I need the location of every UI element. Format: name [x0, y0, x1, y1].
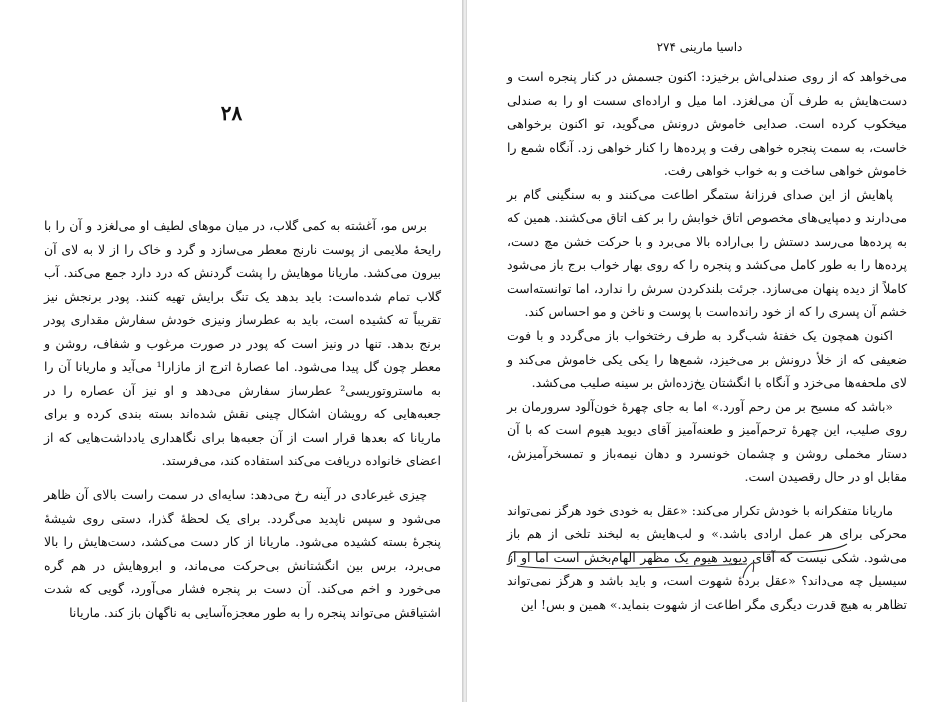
right-page-body [507, 65, 907, 617]
right-paragraph-5: ماریانا متفکرانه با خودش تکرار می‌کند: «عقل به خودی خود هرگز نمی‌تواند محرکی برای هر عمل ارادی باشد.» و لب‌هایش به لبخند تلخی از هم باز می‌شود. شکی نیست که آقای دیوید هیوم یک مظهر الهام‌بخش است اما او از سیسیل چه می‌داند؟ «عقل بردهٔ شهوت است، و باید باشد و هرگز نمی‌تواند تظاهر به هیچ قدرت دیگری مگر اطاعت از شهوت بنماید.» همین و بس! این [507, 502, 907, 613]
left-page [0, 0, 463, 702]
right-paragraph-1: می‌خواهد که از روی صندلی‌اش برخیزد: اکنون جسمش در کنار پنجره است و دست‌هایش به طرف آن می‌لغزد. اما میل و اراده‌ای سست او را به صندلی میخکوب کرده است. صدایی خاموش درونش می‌گوید، تو اکنون برخواهی خاست، به سمت پنجره خواهی رفت و پرده‌ها را کنار خواهی زد. آنگاه شمع را خاموش خواهی ساخت و به خواب خواهی رفت. [507, 69, 907, 179]
right-paragraph-3: اکنون همچون یک خفتهٔ شب‌گرد به طرف رختخواب باز می‌گردد و با فوت ضعیفی که از خلأ درونش بر می‌خیزد، شمع‌ها را یکی یکی خاموش می‌کند و لای ملحفه‌ها می‌خزد و آنگاه با انگشتان یخ‌زده‌اش بر سینه صلیب می‌کشد. [507, 328, 907, 391]
right-page [467, 0, 932, 702]
right-paragraph-2: پاهایش از این صدای فرزانهٔ ستمگر اطاعت می‌کنند و به سنگینی گام بر می‌دارند و دمپایی‌های مخصوص اتاق خوابش را بر کف اتاق می‌کشند. همین که به پرده‌ها می‌رسد دستش را بی‌اراده بالا می‌برد و با حرکت خشن مچ دست، پرده‌ها را به طور کامل می‌کشد و پنجره را که روی بهار خواب برج باز می‌شود کاملاً از دیده پنهان می‌سازد. جرئت بلندکردن سرش را ندارد، اما توانسته‌است خشم آن پسری را که از خود رانده‌است با پوست و ناخن و مو احساس کند. [507, 186, 907, 320]
left-paragraph-1: برس مو، آغشته به کمی گلاب، در میان موهای لطیف او می‌لغزد و آن را با رایحهٔ ملایمی از پوست نارنج معطر می‌سازد و گرد و خاک را از لا به لای آن بیرون می‌کشد. ماریانا موهایش را پشت گردنش که درد دارد جمع می‌کند. آب گلاب تمام شده‌است: باید بدهد یک تنگ برایش تهیه کنند. پودر برنجش نیز تقریباً ته کشیده است، باید به عطرساز ونیزی خودش سفارش مقداری پودر برنج بدهد. تنها در ونیز است که پودر در صورت مرغوب و شفاف، روشن و معطر چون گل پیدا می‌شود. اما عصارهٔ اترج از مازارا¹ می‌آید و ماریانا آن را به ماستروتوریسی² عطرساز سفارش می‌دهد و او نیز آن عصاره را در جعبه‌هایی که رویشان اشکال چینی نقش شده‌اند بسته بندی کرده و برای ماریانا که بعدها قرار است از آن جعبه‌ها برای نگاهداری یادداشت‌هایی که از اعضای خانواده دریافت می‌کند استفاده کند، می‌فرستد. [44, 218, 441, 469]
chapter-number: ۲۸ [220, 101, 243, 125]
left-page-body [44, 214, 441, 624]
right-paragraph-4: «باشد که مسیح بر من رحم آورد.» اما به جای چهرهٔ خون‌آلود سرورمان بر روی صلیب، این چهرهٔ ترحم‌آمیز و طعنه‌آمیز آقای دیوید هیوم است که با آن دستار مخملی روشن و چشمان خونسرد و دهان نیمه‌باز و تمسخرآمیزش، مقابل او در حال رقصیدن است. [507, 398, 907, 485]
left-paragraph-2: چیزی غیرعادی در آینه رخ می‌دهد: سایه‌ای در سمت راست بالای آن ظاهر می‌شود و سپس ناپدید می‌گردد. برای یک لحظهٔ گذرا، دستی روی شیشهٔ پنجرهٔ بسته کشیده می‌شود. ماریانا از کار دست می‌کشد، دست‌هایش را بالا می‌برد، برس بین انگشتانش بی‌حرکت می‌ماند، و ابروهایش در هم گره می‌خورد و اخم می‌کند. آن دست بر پنجره فشار می‌آورد، گویی که شدت اشتیاقش می‌تواند پنجره را به طور معجزه‌آسایی به ناگهان باز کند. ماریانا [44, 487, 441, 620]
running-head: داسیا مارینی ۲۷۴ [656, 40, 743, 54]
